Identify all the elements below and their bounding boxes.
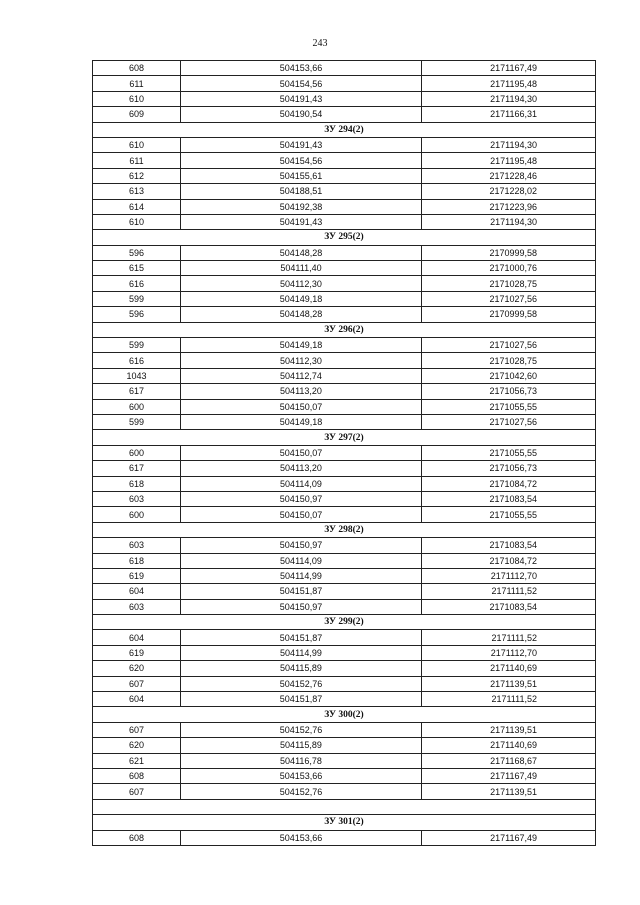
section-header-row [93,430,596,445]
x-coordinate-cell: 504149,18 [181,291,422,306]
page-number: 243 [312,38,328,49]
x-coordinate-cell: 504150,07 [181,399,422,414]
table-row [93,399,596,414]
table-row [93,276,596,291]
point-number-cell: 615 [93,261,181,276]
x-coordinate-cell: 504192,38 [181,199,422,214]
x-coordinate-cell: 504191,43 [181,137,422,152]
table-row [93,107,596,122]
x-coordinate-cell: 504149,18 [181,414,422,429]
y-coordinate-cell: 2171111,52 [422,584,596,599]
table-row [93,538,596,553]
y-coordinate-cell: 2171000,76 [422,261,596,276]
y-coordinate-cell: 2171055,55 [422,507,596,522]
point-number-cell: 608 [93,61,181,76]
section-title: ЗУ 299(2) [93,615,596,630]
y-coordinate-cell: 2171028,75 [422,276,596,291]
y-coordinate-cell: 2171055,55 [422,399,596,414]
table-row [93,692,596,707]
y-coordinate-cell: 2171028,75 [422,353,596,368]
x-coordinate-cell: 504114,09 [181,476,422,491]
x-coordinate-cell: 504111,40 [181,261,422,276]
y-coordinate-cell: 2171166,31 [422,107,596,122]
section-header-row [93,322,596,337]
table-row [93,291,596,306]
y-coordinate-cell: 2171055,55 [422,445,596,460]
x-coordinate-cell: 504150,07 [181,445,422,460]
point-number-cell: 599 [93,338,181,353]
table-row [93,353,596,368]
table-row [93,76,596,91]
point-number-cell: 599 [93,414,181,429]
point-number-cell: 610 [93,214,181,229]
x-coordinate-cell: 504112,74 [181,368,422,383]
y-coordinate-cell: 2171084,72 [422,553,596,568]
point-number-cell: 607 [93,784,181,799]
x-coordinate-cell: 504115,89 [181,738,422,753]
table-row [93,61,596,76]
table-row [93,199,596,214]
coordinates-table [92,60,596,846]
table-row [93,168,596,183]
table-row [93,599,596,614]
table-row [93,137,596,152]
x-coordinate-cell: 504150,97 [181,491,422,506]
section-header-row [93,815,596,830]
x-coordinate-cell: 504148,28 [181,245,422,260]
table-row [93,738,596,753]
x-coordinate-cell: 504148,28 [181,307,422,322]
blank-row [93,799,596,814]
y-coordinate-cell: 2171223,96 [422,199,596,214]
point-number-cell: 616 [93,276,181,291]
point-number-cell: 608 [93,768,181,783]
y-coordinate-cell: 2171111,52 [422,630,596,645]
point-number-cell: 613 [93,184,181,199]
point-number-cell: 620 [93,738,181,753]
x-coordinate-cell: 504151,87 [181,692,422,707]
table-row [93,753,596,768]
section-header-row [93,122,596,137]
point-number-cell: 619 [93,645,181,660]
x-coordinate-cell: 504112,30 [181,276,422,291]
point-number-cell: 604 [93,584,181,599]
table-row [93,568,596,583]
table-row [93,384,596,399]
x-coordinate-cell: 504115,89 [181,661,422,676]
x-coordinate-cell: 504155,61 [181,168,422,183]
y-coordinate-cell: 2171084,72 [422,476,596,491]
y-coordinate-cell: 2171112,70 [422,645,596,660]
point-number-cell: 603 [93,538,181,553]
point-number-cell: 607 [93,676,181,691]
x-coordinate-cell: 504113,20 [181,384,422,399]
point-number-cell: 618 [93,553,181,568]
y-coordinate-cell: 2171027,56 [422,291,596,306]
y-coordinate-cell: 2171228,46 [422,168,596,183]
x-coordinate-cell: 504188,51 [181,184,422,199]
table-row [93,338,596,353]
table-row [93,445,596,460]
section-title: ЗУ 297(2) [93,430,596,445]
table-row [93,184,596,199]
point-number-cell: 619 [93,568,181,583]
y-coordinate-cell: 2171167,49 [422,830,596,845]
point-number-cell: 600 [93,399,181,414]
point-number-cell: 603 [93,599,181,614]
section-title: ЗУ 294(2) [93,122,596,137]
point-number-cell: 1043 [93,368,181,383]
x-coordinate-cell: 504114,99 [181,568,422,583]
point-number-cell: 599 [93,291,181,306]
table-row [93,507,596,522]
y-coordinate-cell: 2171228,02 [422,184,596,199]
x-coordinate-cell: 504191,43 [181,91,422,106]
y-coordinate-cell: 2171195,48 [422,76,596,91]
table-row [93,676,596,691]
section-header-row [93,230,596,245]
x-coordinate-cell: 504151,87 [181,630,422,645]
coordinates-table-body [93,61,596,846]
y-coordinate-cell: 2171083,54 [422,599,596,614]
point-number-cell: 609 [93,107,181,122]
x-coordinate-cell: 504152,76 [181,722,422,737]
point-number-cell: 616 [93,353,181,368]
y-coordinate-cell: 2170999,58 [422,307,596,322]
table-row [93,491,596,506]
table-row [93,645,596,660]
y-coordinate-cell: 2171168,67 [422,753,596,768]
y-coordinate-cell: 2171111,52 [422,692,596,707]
point-number-cell: 614 [93,199,181,214]
point-number-cell: 596 [93,245,181,260]
y-coordinate-cell: 2171027,56 [422,414,596,429]
x-coordinate-cell: 504190,54 [181,107,422,122]
point-number-cell: 604 [93,630,181,645]
x-coordinate-cell: 504152,76 [181,676,422,691]
x-coordinate-cell: 504154,56 [181,76,422,91]
x-coordinate-cell: 504150,07 [181,507,422,522]
section-title: ЗУ 300(2) [93,707,596,722]
point-number-cell: 620 [93,661,181,676]
x-coordinate-cell: 504149,18 [181,338,422,353]
point-number-cell: 596 [93,307,181,322]
y-coordinate-cell: 2171083,54 [422,491,596,506]
x-coordinate-cell: 504153,66 [181,830,422,845]
x-coordinate-cell: 504153,66 [181,61,422,76]
y-coordinate-cell: 2170999,58 [422,245,596,260]
point-number-cell: 604 [93,692,181,707]
x-coordinate-cell: 504152,76 [181,784,422,799]
point-number-cell: 612 [93,168,181,183]
x-coordinate-cell: 504150,97 [181,599,422,614]
y-coordinate-cell: 2171056,73 [422,461,596,476]
point-number-cell: 611 [93,76,181,91]
table-row [93,245,596,260]
y-coordinate-cell: 2171083,54 [422,538,596,553]
x-coordinate-cell: 504112,30 [181,353,422,368]
y-coordinate-cell: 2171139,51 [422,676,596,691]
point-number-cell: 600 [93,507,181,522]
point-number-cell: 608 [93,830,181,845]
y-coordinate-cell: 2171139,51 [422,784,596,799]
x-coordinate-cell: 504114,99 [181,645,422,660]
y-coordinate-cell: 2171194,30 [422,214,596,229]
point-number-cell: 610 [93,91,181,106]
y-coordinate-cell: 2171167,49 [422,768,596,783]
y-coordinate-cell: 2171139,51 [422,722,596,737]
y-coordinate-cell: 2171194,30 [422,137,596,152]
y-coordinate-cell: 2171027,56 [422,338,596,353]
section-header-row [93,707,596,722]
y-coordinate-cell: 2171167,49 [422,61,596,76]
table-row [93,661,596,676]
point-number-cell: 603 [93,491,181,506]
section-title: ЗУ 295(2) [93,230,596,245]
table-row [93,768,596,783]
table-row [93,414,596,429]
x-coordinate-cell: 504151,87 [181,584,422,599]
table-row [93,461,596,476]
section-title: ЗУ 296(2) [93,322,596,337]
table-row [93,307,596,322]
y-coordinate-cell: 2171140,69 [422,738,596,753]
table-row [93,630,596,645]
point-number-cell: 617 [93,384,181,399]
y-coordinate-cell: 2171140,69 [422,661,596,676]
y-coordinate-cell: 2171194,30 [422,91,596,106]
table-row [93,476,596,491]
x-coordinate-cell: 504114,09 [181,553,422,568]
table-row [93,830,596,845]
y-coordinate-cell: 2171112,70 [422,568,596,583]
x-coordinate-cell: 504191,43 [181,214,422,229]
x-coordinate-cell: 504113,20 [181,461,422,476]
point-number-cell: 618 [93,476,181,491]
x-coordinate-cell: 504154,56 [181,153,422,168]
table-row [93,553,596,568]
point-number-cell: 607 [93,722,181,737]
y-coordinate-cell: 2171195,48 [422,153,596,168]
section-title: ЗУ 301(2) [93,815,596,830]
table-row [93,91,596,106]
y-coordinate-cell: 2171056,73 [422,384,596,399]
blank-cell [93,799,596,814]
table-row [93,261,596,276]
table-row [93,784,596,799]
point-number-cell: 621 [93,753,181,768]
x-coordinate-cell: 504116,78 [181,753,422,768]
table-row [93,584,596,599]
point-number-cell: 600 [93,445,181,460]
table-row [93,153,596,168]
section-header-row [93,615,596,630]
y-coordinate-cell: 2171042,60 [422,368,596,383]
table-row [93,214,596,229]
point-number-cell: 610 [93,137,181,152]
table-row [93,722,596,737]
x-coordinate-cell: 504153,66 [181,768,422,783]
table-row [93,368,596,383]
point-number-cell: 611 [93,153,181,168]
point-number-cell: 617 [93,461,181,476]
section-title: ЗУ 298(2) [93,522,596,537]
section-header-row [93,522,596,537]
x-coordinate-cell: 504150,97 [181,538,422,553]
